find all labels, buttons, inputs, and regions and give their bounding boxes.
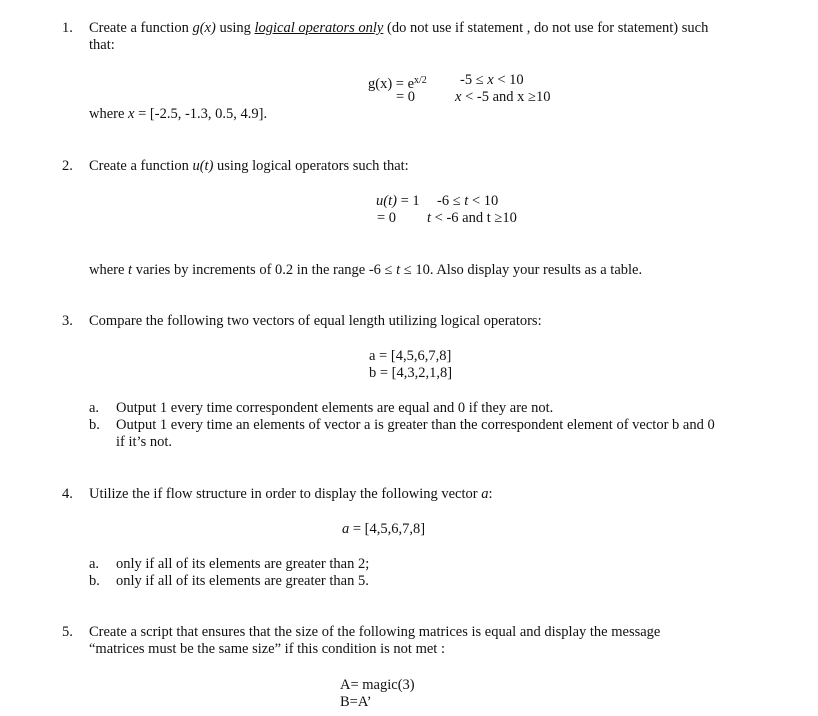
q3-item-b-label: b. bbox=[89, 417, 100, 433]
q4-line: Utilize the if flow structure in order to display the following vector a: bbox=[89, 486, 493, 502]
q1-equation-1-lhs: $g(x) = e^{x/2}$ bbox=[368, 75, 427, 92]
q3-item-b-text-1: Output 1 every time an elements of vector a is greater than the correspondent element of vector b and 0 bbox=[116, 417, 715, 433]
q2-line: Create a function u(t) using logical operators such that: bbox=[89, 158, 409, 174]
q4-item-a-label: a. bbox=[89, 556, 100, 572]
q5-number: 5. bbox=[62, 624, 73, 640]
q1-where-line: where x = [-2.5, -1.3, 0.5, 4.9]. bbox=[89, 106, 268, 122]
q4-item-b-text: only if all of its elements are greater than 5. bbox=[116, 573, 369, 589]
q2-equation-1-lhs: u(t) = 1 bbox=[376, 193, 420, 209]
q1-underlined-phrase: logical operators only bbox=[254, 20, 384, 36]
q2-equation-1-condition: -6 ≤ t < 10 bbox=[437, 193, 499, 209]
q1-number: 1. bbox=[62, 20, 73, 36]
q3-item-b-text-2: if it’s not. bbox=[116, 434, 172, 450]
q2-where-line: where t varies by increments of 0.2 in the range -6 ≤ t ≤ 10. Also display your results as a table. bbox=[89, 262, 643, 278]
q3-item-a-label: a. bbox=[89, 400, 100, 416]
q3-vector-a: a = [4,5,6,7,8] bbox=[369, 348, 452, 364]
q3-vector-b: b = [4,3,2,1,8] bbox=[369, 365, 453, 381]
q2-equation-2-condition: t < -6 and t ≥10 bbox=[427, 210, 517, 226]
q5-line-2: “matrices must be the same size” if this condition is not met : bbox=[89, 641, 445, 657]
q4-vector-a: a = [4,5,6,7,8] bbox=[342, 521, 426, 537]
q2-equation-2-lhs: = 0 bbox=[377, 210, 397, 226]
q3-line: Compare the following two vectors of equal length utilizing logical operators: bbox=[89, 313, 542, 329]
q3-item-a-text: Output 1 every time correspondent elements are equal and 0 if they are not. bbox=[116, 400, 554, 416]
q1-line-1: Create a function g(x) using logical operators only (do not use if statement , do not use for statement) such bbox=[89, 20, 709, 36]
q1-equation-1-condition: -5 ≤ x < 10 bbox=[460, 72, 524, 88]
q5-code-line-2: B=A’ bbox=[340, 694, 372, 710]
q1-equation-2-condition: x < -5 and x ≥10 bbox=[455, 89, 551, 105]
q1-line-2: that: bbox=[89, 37, 115, 53]
q4-item-a-text: only if all of its elements are greater than 2; bbox=[116, 556, 370, 572]
q5-line-1: Create a script that ensures that the size of the following matrices is equal and display the message bbox=[89, 624, 661, 640]
q4-number: 4. bbox=[62, 486, 73, 502]
q3-number: 3. bbox=[62, 313, 73, 329]
q2-number: 2. bbox=[62, 158, 73, 174]
q5-code-line-1: A= magic(3) bbox=[340, 677, 415, 693]
q4-item-b-label: b. bbox=[89, 573, 100, 589]
q1-equation-2-lhs: = 0 bbox=[396, 89, 416, 105]
